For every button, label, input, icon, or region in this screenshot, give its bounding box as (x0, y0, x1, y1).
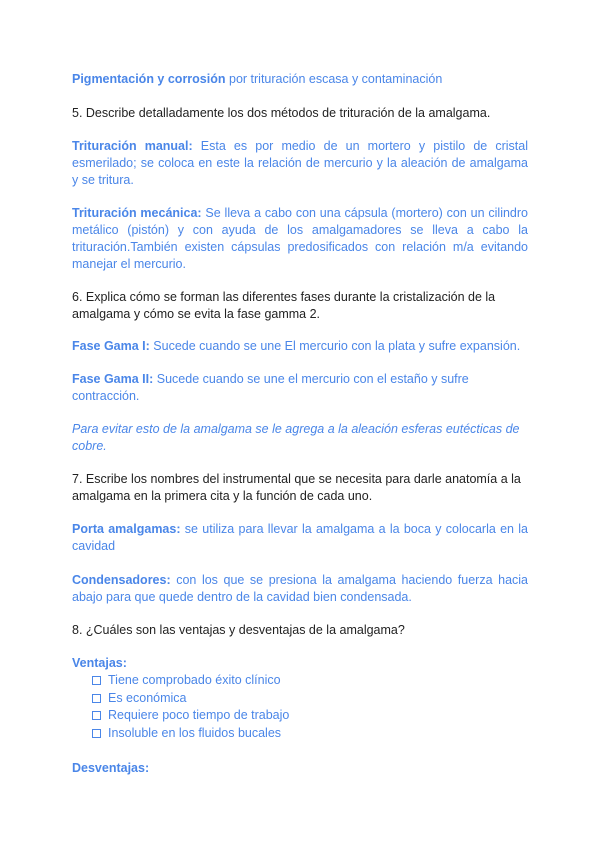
ventajas-heading: Ventajas: (72, 656, 127, 670)
list-item (92, 725, 512, 743)
ventaja-label: Requiere poco tiempo de trabajo (108, 708, 290, 723)
condensadores-title: Condensadores: (72, 573, 171, 587)
list-item (92, 672, 512, 690)
fase-gama-2-title: Fase Gama II: (72, 372, 154, 386)
question-5: 5. Describe detalladamente los dos métodos de trituración de la amalgama. (72, 106, 491, 120)
list-item (92, 707, 512, 725)
trituracion-mecanica-title: Trituración mecánica: (72, 206, 202, 220)
trituracion-mecanica-paragraph (72, 205, 528, 273)
list-item (92, 690, 512, 708)
checkbox-icon (92, 694, 101, 703)
fase-gama-1-text: Sucede cuando se une El mercurio con la plata y sufre expansión. (149, 339, 521, 353)
evitar-paragraph: Para evitar esto de la amalgama se le agrega a la aleación esferas eutécticas de cobre. (72, 422, 520, 453)
trituracion-manual-title: Trituración manual: (72, 139, 193, 153)
ventajas-list (92, 672, 512, 742)
trituracion-mecanica-text: Se lleva a cabo con una cápsula (mortero) con un cilindro metálico (pistón) y con ayuda de los amalgamadores se lleva a cabo la trituración.También existen cápsulas predosificados con relación m/a evitando manejar el mercurio. (72, 206, 528, 271)
question-7: 7. Escribe los nombres del instrumental que se necesita para darle anatomía a la amalgama en la primera cita y la función de cada uno. (72, 472, 521, 503)
question-8: 8. ¿Cuáles son las ventajas y desventajas de la amalgama? (72, 623, 405, 637)
porta-title: Porta amalgamas: (72, 522, 181, 536)
porta-paragraph (72, 521, 528, 555)
pigmentacion-title: Pigmentación y corrosión (72, 72, 226, 86)
desventajas-heading: Desventajas: (72, 761, 150, 775)
pigmentacion-text: por trituración escasa y contaminación (225, 72, 443, 86)
trituracion-manual-paragraph (72, 138, 528, 189)
fase-gama-1-paragraph (72, 338, 528, 355)
fase-gama-1-title: Fase Gama I: (72, 339, 150, 353)
checkbox-icon (92, 729, 101, 738)
ventaja-label: Insoluble en los fluidos bucales (108, 725, 282, 740)
ventaja-label: Tiene comprobado éxito clínico (108, 673, 281, 688)
checkbox-icon (92, 711, 101, 720)
trituracion-manual-text: Esta es por medio de un mortero y pistilo de cristal esmerilado; se coloca en este la relación de mercurio y la aleación de amalgama y se tritura. (72, 139, 529, 187)
porta-text: se utiliza para llevar la amalgama a la boca y colocarla en la cavidad (72, 522, 529, 553)
fase-gama-2-paragraph (72, 371, 492, 405)
condensadores-text: con los que se presiona la amalgama haciendo fuerza hacia abajo para que quede dentro de la cavidad bien condensada. (72, 573, 528, 604)
checkbox-icon (92, 676, 101, 685)
condensadores-paragraph (72, 572, 528, 606)
fase-gama-2-text: Sucede cuando se une el mercurio con el estaño y sufre contracción. (72, 372, 469, 403)
question-6: 6. Explica cómo se forman las diferentes fases durante la cristalización de la amalgama y cómo se evita la fase gamma 2. (72, 290, 496, 321)
pigmentacion-paragraph (72, 71, 528, 88)
ventaja-label: Es económica (108, 690, 187, 705)
